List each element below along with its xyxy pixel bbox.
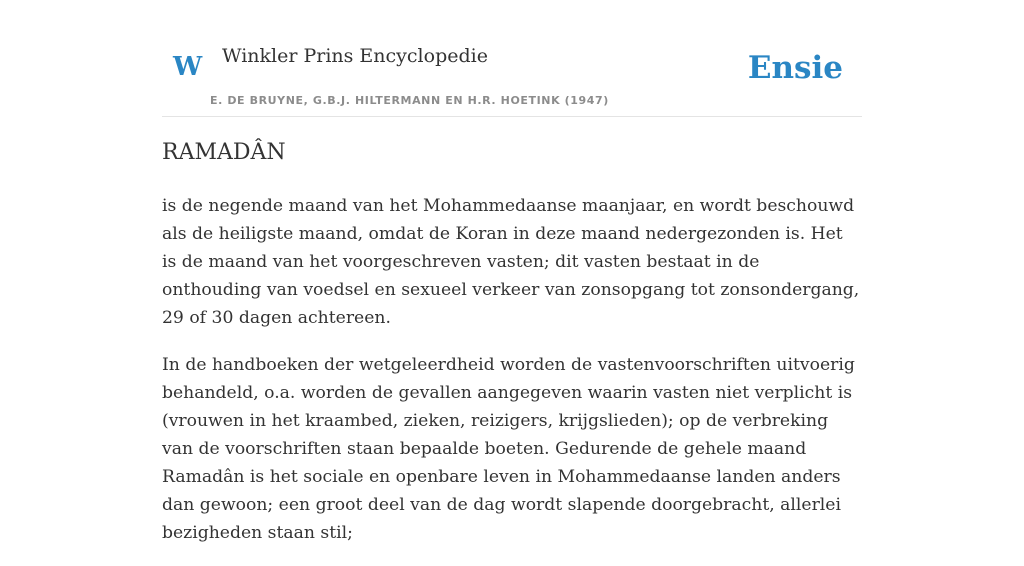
winkler-prins-logo[interactable]: W bbox=[173, 52, 203, 82]
work-title: Winkler Prins Encyclopedie bbox=[222, 45, 488, 67]
article-body bbox=[162, 192, 862, 566]
ensie-logo-link[interactable]: Ensie bbox=[747, 50, 843, 86]
article-title: RAMADÂN bbox=[162, 140, 286, 165]
article-paragraph: In de handboeken der wetgeleerdheid worden de vastenvoorschriften uitvoerig behandeld, o.a. worden de gevallen aangegeven waarin vasten niet verplicht is (vrouwen in het kraambed, zieken, reizigers, krijgslieden); op de verbreking van de voorschriften staan bepaalde boeten. Gedurende de gehele maand Ramadân is het sociale en openbare leven in Mohammedaanse landen anders dan gewoon; een groot deel van de dag wordt slapende doorgebracht, allerlei bezigheden staan stil; bbox=[162, 355, 855, 543]
article-paragraph: is de negende maand van het Mohammedaanse maanjaar, en wordt beschouwd als de heiligste maand, omdat de Koran in deze maand nedergezonden is. Het is de maand van het voorgeschreven vasten; dit vasten bestaat in de onthouding van voedsel en sexueel verkeer van zonsopgang tot zonsondergang, 29 of 30 dagen achtereen. bbox=[162, 196, 860, 328]
header bbox=[162, 0, 862, 117]
authors-line: E. DE BRUYNE, G.B.J. HILTERMANN EN H.R. HOETINK (1947) bbox=[210, 94, 609, 107]
